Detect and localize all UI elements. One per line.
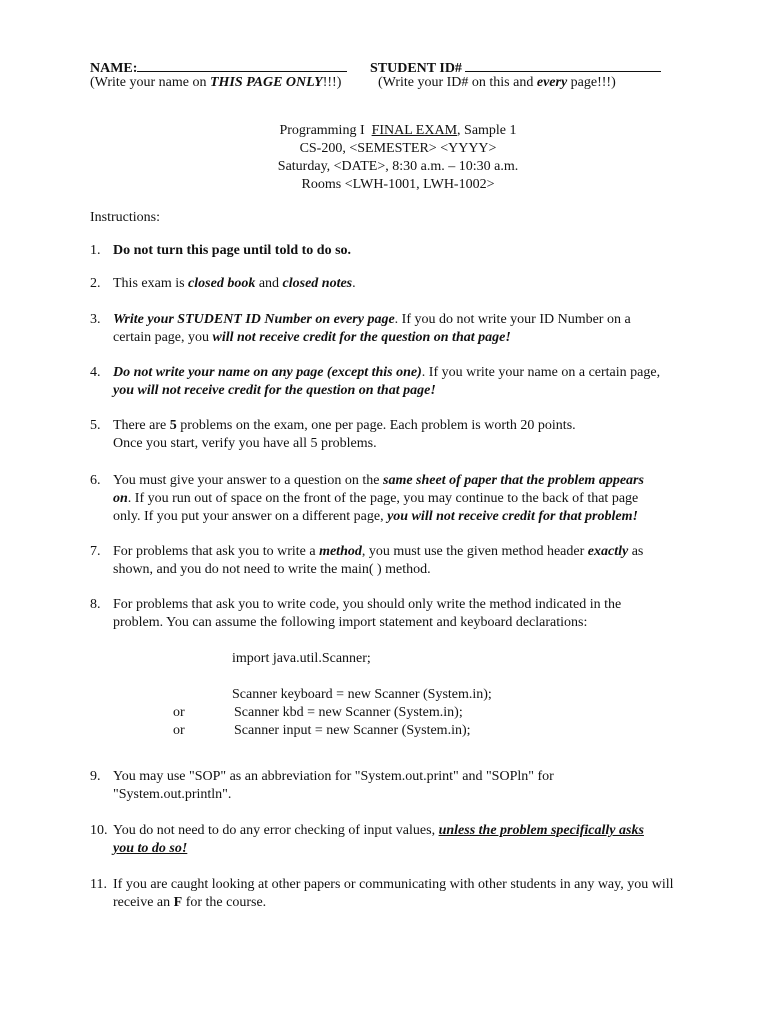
student-id-blank[interactable] xyxy=(465,58,661,72)
exam-page: NAME: STUDENT ID# (Write your name on THIS PAGE ONLY!!!) (Write your ID# on this and every page!!!) Programming I FINAL EXAM, Sample 1 CS-200, <SEMESTER> <YYYY> Saturday, <DATE>, 8:30 a.m. – 10:30 a.m. Rooms <LWH-1001, LWH-1002> Instructions: 1. Do not turn this page until told to do so. 2. This exam is closed book and closed notes. 3. Write your STUDENT ID Number on every page. If you do not write your ID Number on a certain page, you will not receive credit for the question on that page! 4. Do not write your name on any page (except this one). If you write your name on a certain page, you will not receive credit for the question on that page! 5. There are 5 problems on the exam, one per page. Each problem is worth 20 points. Once you start, verify you have all 5 problems. 6. You must give your answer to a question on the same sheet of paper that the problem appears on. If you run out of space on the front of the page, you may continue to the back of that page only. If you put your answer on a different page, you will not receive credit for that problem! 7. For problems that ask you to write a method, you must use the given method header exactly as shown, and you do not need to write the main( ) method. 8. For problems that ask you to write code, you should only write the method indicated in the problem. You can assume the following import statement and keyboard declarations: import java.util.Scanner; Scanner keyboard = new Scanner (System.in); or Scanner kbd = new Scanner (System.in); or Scanner input = new Scanner (System.in); 9. You may use "SOP" as an abbreviation for "System.out.print" and "SOPln" for "System.out.println". 10. You do not need to do any error checking of input values, unless the problem specifically asks you to do so! 11. If you are caught looking at other papers or communicating with other students in any way, you will receive an F for the course. xyxy=(0,0,768,1024)
this-page-only-emph: THIS PAGE ONLY xyxy=(209,75,323,90)
code-scanner-kbd: Scanner kbd = new Scanner (System.in); xyxy=(234,705,463,720)
exam-title: Programming I FINAL EXAM, Sample 1 xyxy=(279,123,517,138)
name-label: NAME: xyxy=(90,61,138,76)
id-note: (Write your ID# on this and every page!!!) xyxy=(378,75,616,90)
code-import: import java.util.Scanner; xyxy=(232,651,371,666)
exam-date: Saturday, <DATE>, 8:30 a.m. – 10:30 a.m. xyxy=(277,159,519,174)
code-scanner-input: Scanner input = new Scanner (System.in); xyxy=(234,723,471,738)
name-note: (Write your name on THIS PAGE ONLY!!!) xyxy=(90,75,342,90)
or-label-1: or xyxy=(173,705,185,720)
student-id-label: STUDENT ID# xyxy=(370,61,462,76)
exam-rooms: Rooms <LWH-1001, LWH-1002> xyxy=(301,177,495,192)
or-label-2: or xyxy=(173,723,185,738)
final-exam-label: FINAL EXAM xyxy=(371,123,458,138)
code-scanner-keyboard: Scanner keyboard = new Scanner (System.in); xyxy=(232,687,492,702)
every-emph: every xyxy=(536,75,568,90)
instructions-label: Instructions: xyxy=(90,210,160,225)
name-blank[interactable] xyxy=(137,58,347,72)
course-code: CS-200, <SEMESTER> <YYYY> xyxy=(299,141,497,156)
